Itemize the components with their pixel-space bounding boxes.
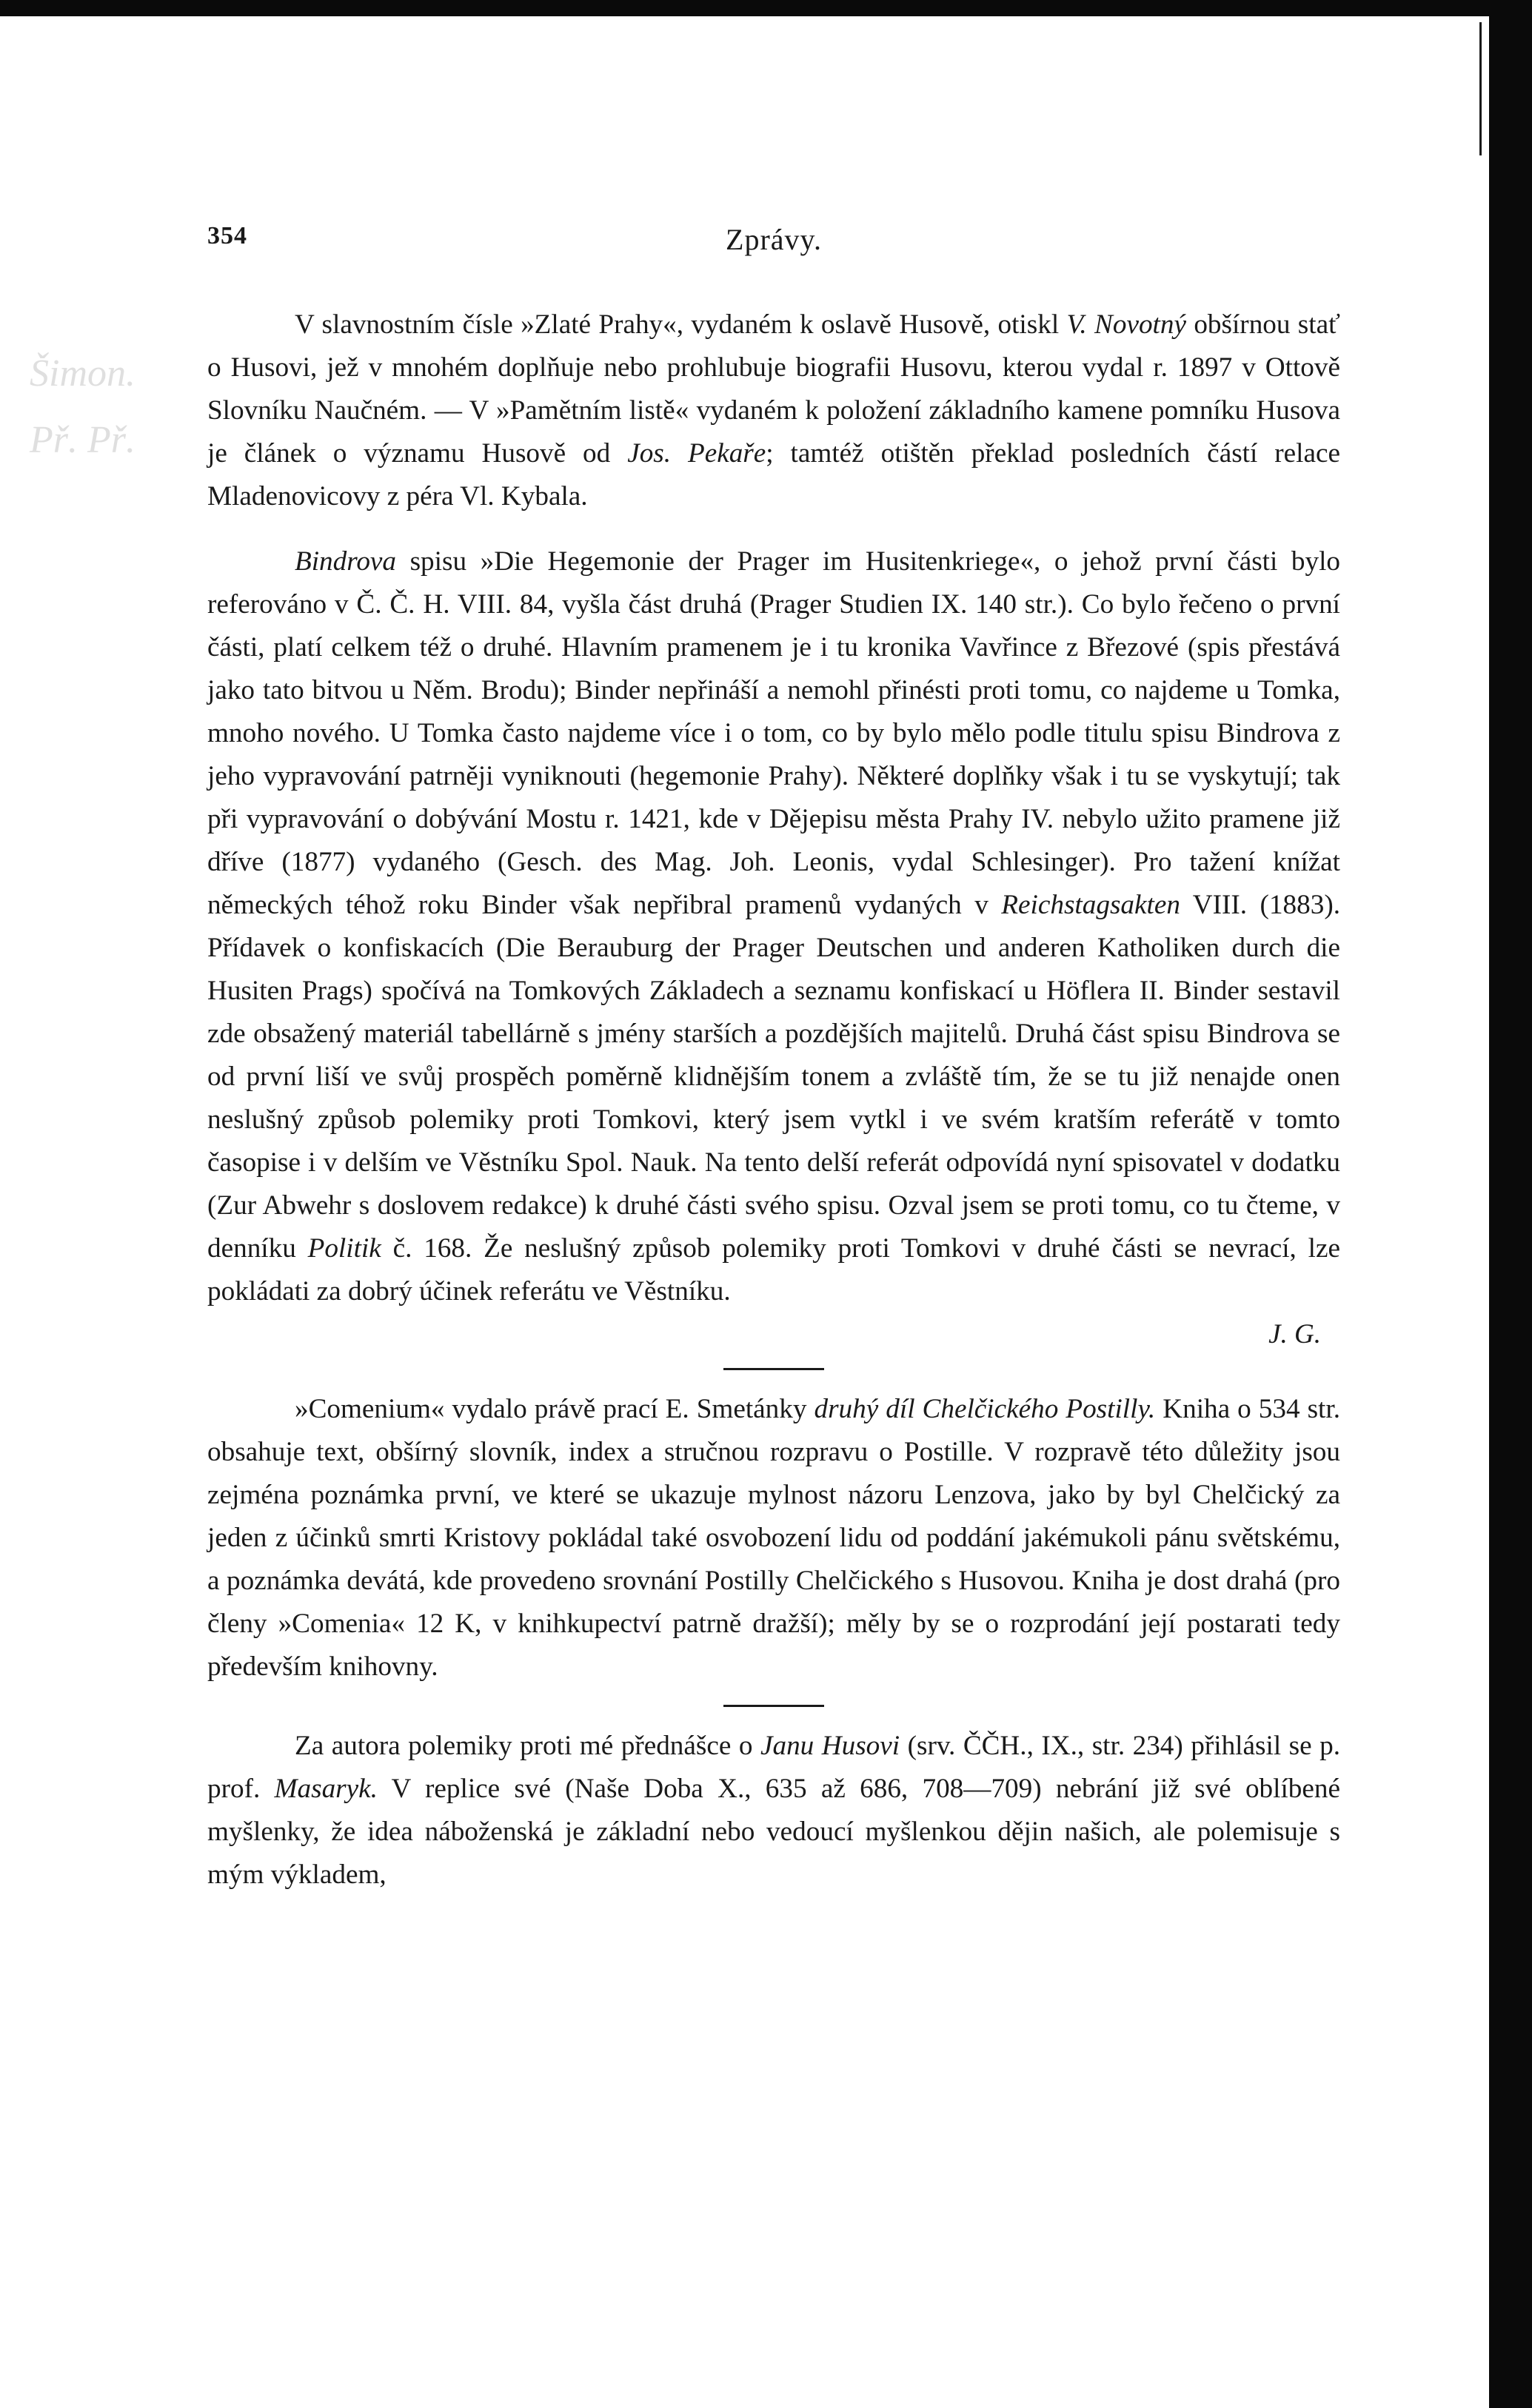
scan-border-right xyxy=(1489,0,1532,2408)
paragraph-comenium: »Comenium« vydalo právě prací E. Smetánky druhý díl Chelčického Postilly. Kniha o 534 str. obsahuje text, obšírný slovník, index a stručnou rozpravu o Postille. V rozpravě této důležity jsou zejména poznámka první, ve které se ukazuje mylnost názoru Lenzova, jako by byl Chelčický za jeden z účinků smrti Kristovy pokládal také osvobození lidu od poddání jakémukoli pánu světskému, a poznámka devátá, kde provedeno srovnání Postilly Chelčického s Husovou. Kniha je dost drahá (pro členy »Comenia« 12 K, v knihkupectví patrně dražší); měly by se o rozprodání její postarati tedy především knihovny. xyxy=(207,1394,1341,1682)
section-divider xyxy=(723,1368,824,1370)
page-header xyxy=(207,222,1340,274)
scan-artifact-line xyxy=(1479,22,1482,155)
faded-margin-note: Šimon. Př. Př. xyxy=(30,352,136,461)
author-signature: J. G. xyxy=(1268,1319,1321,1349)
section-divider xyxy=(723,1705,824,1707)
page-body xyxy=(207,222,1340,1896)
page-number: 354 xyxy=(207,222,247,249)
running-title: Zprávy. xyxy=(726,223,822,256)
paragraph-bindrova: Bindrova spisu »Die Hegemonie der Prager im Husitenkriege«, o jehož první části bylo referováno v Č. Č. H. VIII. 84, vyšla část druhá (Prager Studien IX. 140 str.). Co bylo řečeno o první části, platí celkem též o druhé. Hlavním pramenem je i tu kronika Vavřince z Březové (spis přestává jako tato bitvou u Něm. Brodu); Binder nepřináší a nemohl přinésti proti tomu, co najdeme u Tomka, mnoho nového. U Tomka často najdeme více i o tom, co by bylo mělo podle titulu spisu Bindrova z jeho vypravování patrněji vyniknouti (hegemonie Prahy). Některé doplňky však i tu se vyskytují; tak při vypravování o dobývání Mostu r. 1421, kde v Dějepisu města Prahy IV. nebylo užito pramene již dříve (1877) vydaného (Gesch. des Mag. Joh. Leonis, vydal Schlesinger). Pro tažení knížat německých téhož roku Binder však nepřibral pramenů vydaných v Reichstagsakten VIII. (1883). Přídavek o konfiskacích (Die Berauburg der Prager Deutschen und anderen Katholiken durch die Husiten Prags) spočívá na Tomkových Základech a seznamu konfiskací u Höflera II. Binder sestavil zde obsažený materiál tabellárně s jmény starších a pozdějších majitelů. Druhá část spisu Bindrova se od první liší ve svůj prospěch poměrně klidnějším tonem a zvláště tím, že se tu již nenajde onen neslušný způsob polemiky proti Tomkovi, který jsem vytkl i ve svém kratším referátě v tomto časopise i v delším ve Věstníku Spol. Nauk. Na tento delší referát odpovídá nyní spisovatel v dodatku (Zur Abwehr s doslovem redakce) k druhé části svého spisu. Ozval jsem se proti tomu, co tu čteme, v denníku Politik č. 168. Že neslušný způsob polemiky proti Tomkovi v druhé části se nevrací, lze pokládati za dobrý účinek referátu ve Věstníku. xyxy=(207,546,1341,1307)
scan-border-top xyxy=(0,0,1532,16)
paragraph-masaryk: Za autora polemiky proti mé přednášce o Janu Husovi (srv. ČČH., IX., str. 234) přihlásil se p. prof. Masaryk. V replice své (Naše Doba X., 635 až 686, 708—709) nebrání již své oblíbené myšlenky, že idea náboženská je základní nebo vedoucí myšlenkou dějin našich, ale polemisuje s mým výkladem, xyxy=(207,1731,1341,1890)
paragraph-novotny: V slavnostním čísle »Zlaté Prahy«, vydaném k oslavě Husově, otiskl V. Novotný obšírnou stať o Husovi, jež v mnohém doplňuje nebo prohlubuje biografii Husovu, kterou vydal r. 1897 v Ottově Slovníku Naučném. — V »Pamětním listě« vydaném k položení základního kamene pomníku Husova je článek o významu Husově od Jos. Pekaře; tamtéž otištěn překlad posledních částí relace Mladenovicovy z péra Vl. Kybala. xyxy=(207,309,1341,512)
